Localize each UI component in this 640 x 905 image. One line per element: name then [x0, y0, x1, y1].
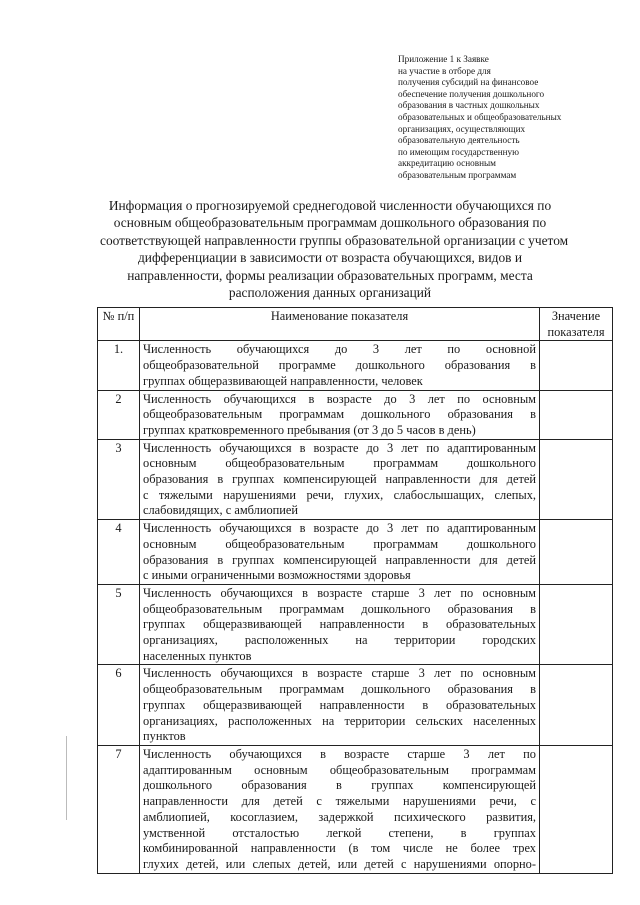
indicator-line: Численность обучающихся в возрасте до 3 лет по адаптированным — [143, 440, 536, 455]
indicator-value-cell[interactable] — [540, 665, 613, 746]
indicator-line: Численность обучающихся в возрасте старше 3 лет по основным — [143, 666, 536, 681]
indicators-table — [97, 307, 613, 874]
indicator-line: глухих детей, или слепых детей, или детей с нарушениями опорно- — [143, 856, 536, 871]
appendix-line: Приложение 1 к Заявке — [398, 54, 489, 64]
indicator-name — [140, 584, 540, 665]
header-name: Наименование показателя — [140, 308, 540, 341]
indicator-value-cell[interactable] — [540, 439, 613, 520]
row-number: 5 — [98, 584, 140, 665]
indicator-name — [140, 520, 540, 585]
table-header-row — [98, 308, 613, 341]
row-number: 2 — [98, 390, 140, 439]
title-line: расположения данных организаций — [228, 285, 432, 301]
indicator-line: образования в группах компенсирующей направленности для детей — [143, 472, 536, 487]
table-row — [98, 341, 613, 390]
appendix-line: образования в частных дошкольных — [398, 100, 540, 111]
indicator-line: слабовидящих, с амблиопией — [143, 503, 299, 518]
appendix-line: по имеющим государственную — [398, 146, 520, 157]
indicator-line: основным общеобразовательным программам дошкольного — [143, 536, 536, 551]
indicator-value-cell[interactable] — [540, 745, 613, 873]
indicator-value-cell[interactable] — [540, 341, 613, 390]
title-line: соответствующей направленности группы образовательной организации с учетом — [100, 232, 569, 248]
table-row — [98, 520, 613, 585]
indicator-line: общеобразовательным программам дошкольного образования в — [143, 682, 536, 697]
indicator-line: образования в группах компенсирующей направленности для детей — [143, 552, 536, 567]
row-number: 7 — [98, 745, 140, 873]
table-row — [98, 665, 613, 746]
indicator-line: общеобразовательной программе дошкольного образования в — [143, 358, 536, 373]
table-row — [98, 745, 613, 873]
table-row — [98, 390, 613, 439]
scan-edge-line — [66, 736, 67, 820]
title-line: Информация о прогнозируемой среднегодовой численности обучающихся по — [108, 198, 552, 213]
indicator-line: общеобразовательным программам дошкольного образования в — [143, 601, 536, 616]
table-row — [98, 439, 613, 520]
header-num: № п/п — [98, 308, 140, 341]
indicator-value-cell[interactable] — [540, 584, 613, 665]
appendix-line: получения субсидий на финансовое — [398, 77, 539, 88]
indicator-name — [140, 439, 540, 520]
header-value-line: Значение — [551, 309, 601, 323]
indicator-line: пунктов — [143, 729, 186, 744]
indicator-line: дошкольного образования в группах компенсирующей — [143, 778, 536, 793]
title-line: основным общеобразовательным программам дошкольного образования по — [113, 215, 547, 231]
title-line: направленности, формы реализации образовательных программ, места — [127, 267, 533, 283]
indicator-line: направленности для детей с тяжелыми нарушениями речи, с — [143, 794, 536, 809]
indicator-line: с тяжелыми нарушениями речи, глухих, слабослышащих, слепых, — [143, 487, 536, 502]
indicator-line: организациях, расположенных на территории сельских населенных — [143, 713, 536, 728]
indicator-line: Численность обучающихся до 3 лет по основной — [143, 342, 536, 357]
indicator-line: Численность обучающихся в возрасте до 3 лет по адаптированным — [143, 521, 536, 536]
appendix-line: на участие в отборе для — [398, 65, 491, 76]
header-value — [540, 308, 613, 341]
indicator-value-cell[interactable] — [540, 390, 613, 439]
indicator-line: умственной отсталостью легкой степени, в группах — [143, 825, 536, 840]
indicator-line: группах общеразвивающей направленности в образовательных — [143, 617, 536, 632]
indicator-line: группах кратковременного пребывания (от 3 до 5 часов в день) — [143, 422, 476, 437]
indicator-name — [140, 390, 540, 439]
appendix-line: образовательную деятельность — [398, 135, 520, 146]
table-row — [98, 584, 613, 665]
indicator-value-cell[interactable] — [540, 520, 613, 585]
indicator-name — [140, 665, 540, 746]
indicator-name — [140, 745, 540, 873]
indicator-line: с иными ограниченными возможностями здоровья — [143, 568, 411, 583]
appendix-line: организациях, осуществляющих — [398, 123, 526, 134]
appendix-note — [398, 54, 598, 182]
title-line: дифференциации в зависимости от возраста обучающихся, видов и — [137, 250, 523, 266]
appendix-line: образовательных и общеобразовательных — [398, 111, 562, 122]
indicator-line: общеобразовательным программам дошкольного образования в — [143, 407, 536, 422]
appendix-line: образовательным программам — [398, 169, 517, 180]
row-number: 6 — [98, 665, 140, 746]
header-value-line: показателя — [547, 324, 605, 339]
indicator-line: организациях, расположенных на территории городских — [143, 633, 536, 648]
row-number: 1. — [98, 341, 140, 390]
indicator-line: Численность обучающихся в возрасте до 3 лет по основным — [143, 391, 536, 406]
document-title — [100, 197, 569, 301]
indicator-line: амблиопией, косоглазием, задержкой психического развития, — [143, 809, 536, 824]
appendix-line: аккредитацию основным — [398, 158, 496, 169]
indicator-line: Численность обучающихся в возрасте старше 3 лет по основным — [143, 585, 536, 600]
indicator-line: основным общеобразовательным программам дошкольного — [143, 456, 536, 471]
appendix-line: обеспечение получения дошкольного — [398, 88, 545, 99]
indicator-line: адаптированным основным общеобразовательным программам — [143, 762, 536, 777]
row-number: 3 — [98, 439, 140, 520]
indicator-line: группах общеразвивающей направленности, человек — [143, 373, 423, 388]
indicator-line: населенных пунктов — [143, 648, 252, 663]
indicator-line: Численность обучающихся в возрасте старше 3 лет по — [143, 746, 536, 761]
indicator-line: группах общеразвивающей направленности в образовательных — [143, 697, 536, 712]
indicator-name — [140, 341, 540, 390]
indicator-line: комбинированной направленности (в том числе не более трех — [143, 841, 536, 856]
row-number: 4 — [98, 520, 140, 585]
